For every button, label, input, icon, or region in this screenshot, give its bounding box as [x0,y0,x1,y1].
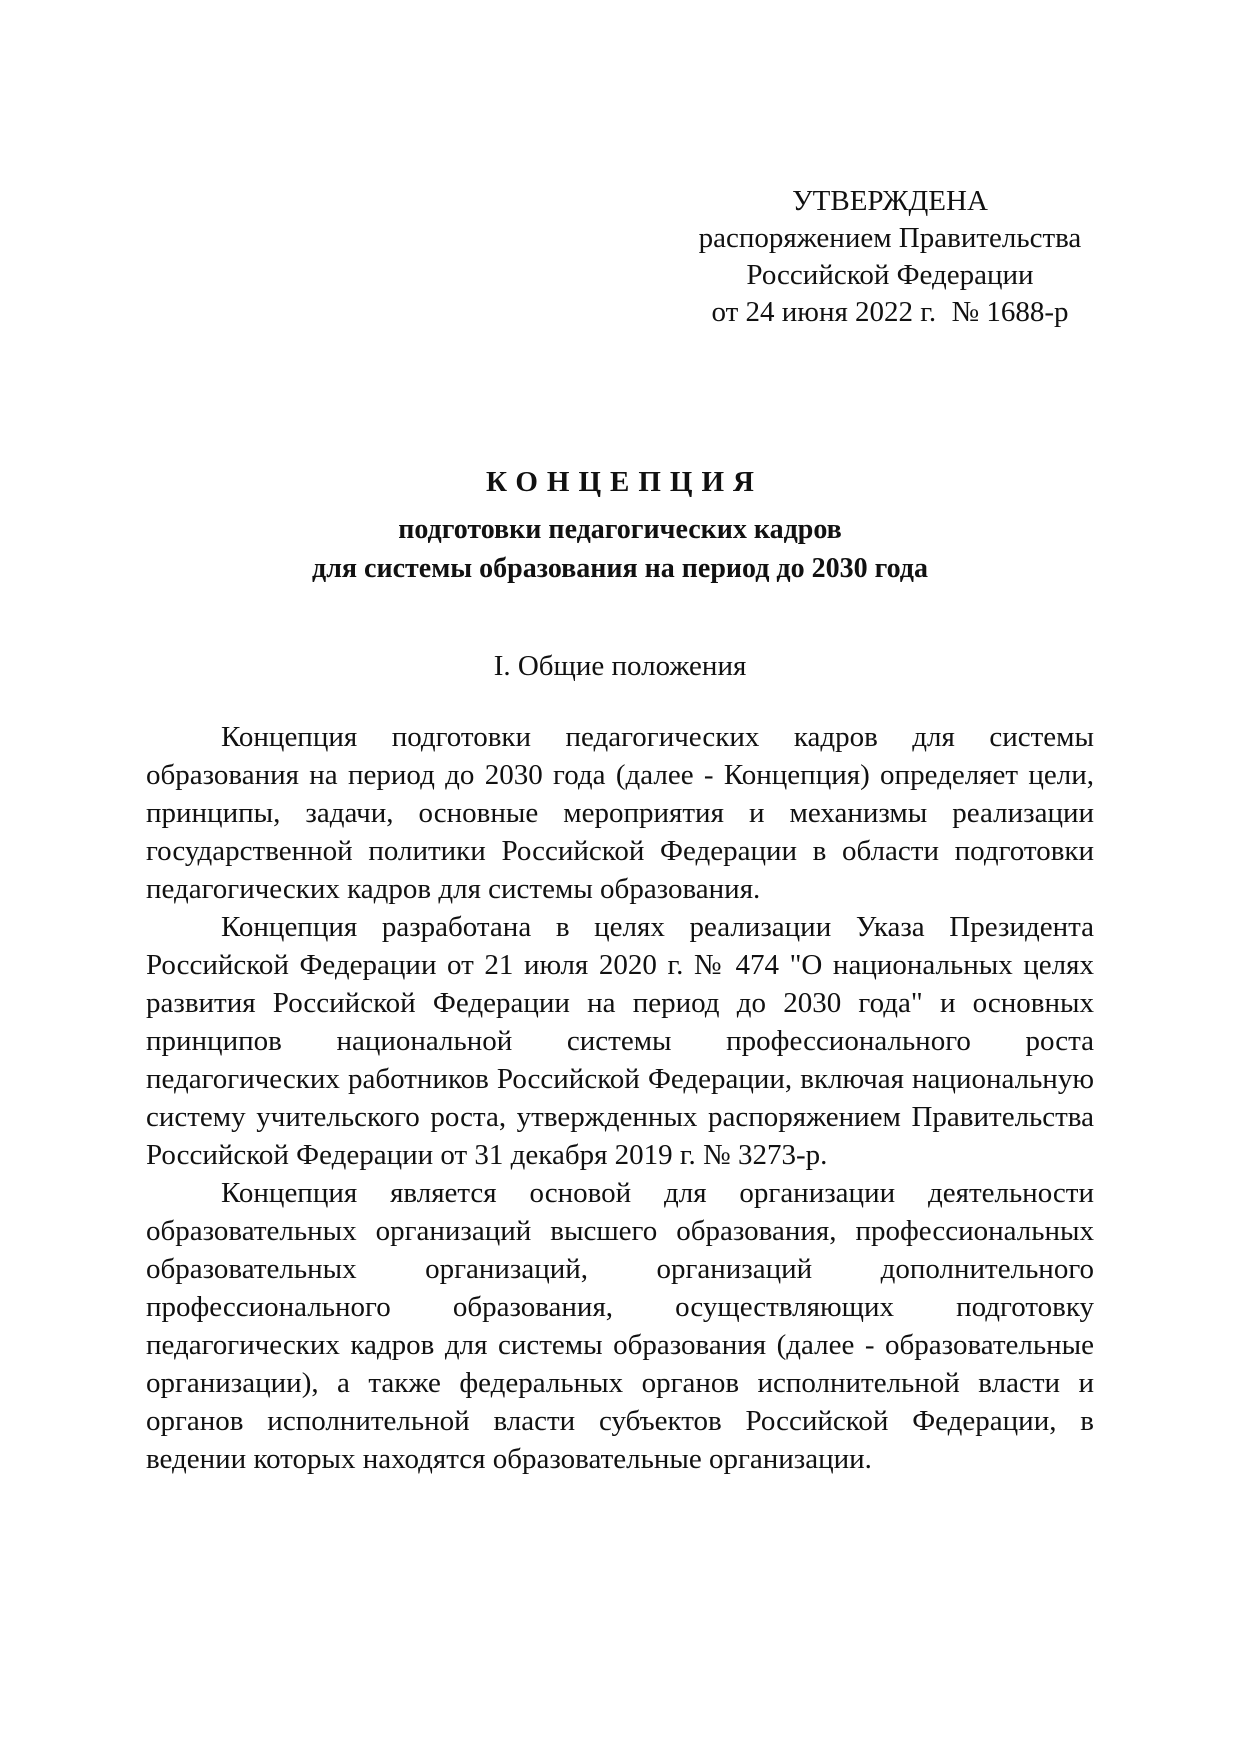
document-subtitle [146,510,1094,588]
approval-date: от 24 июня 2022 г. [711,296,937,328]
approval-authority: распоряжением Правительства [698,222,1082,254]
paragraph-3: Концепция является основой для организации деятельности образовательных организаций высшего образования, профессиональных образовательных организаций, организаций дополнительного профессионального образования, осуществляющих подготовку педагогических кадров для системы образования (далее - образовательные организации), а также федеральных органов исполнительной власти и органов исполнительной власти субъектов Российской Федерации, в ведении которых находятся образовательные организации. [146,1177,1094,1475]
approval-country: Российской Федерации [746,259,1034,291]
subtitle-line-1: подготовки педагогических кадров [398,514,842,545]
subtitle-line-2: для системы образования на период до 2030 года [312,553,928,584]
document-title: КОНЦЕПЦИЯ [486,466,763,498]
approval-stamp-block [690,183,1090,331]
paragraph-2: Концепция разработана в целях реализации Указа Президента Российской Федерации от 21 июля 2020 г. № 474 "О национальных целях развития Российской Федерации на период до 2030 года" и основных принципов национальной системы профессионального роста педагогических работников Российской Федерации, включая национальную систему учительского роста, утвержденных распоряжением Правительства Российской Федерации от 31 декабря 2019 г. № 3273-р. [146,911,1094,1171]
approval-number: № 1688-р [951,296,1069,328]
title-block [146,462,1094,588]
approval-heading: УТВЕРЖДЕНА [792,185,988,217]
approval-date-number [690,294,1090,331]
paragraph-1: Концепция подготовки педагогических кадров для системы образования на период до 2030 года (далее - Концепция) определяет цели, принципы, задачи, основные мероприятия и механизмы реализации государственной политики Российской Федерации в области подготовки педагогических кадров для системы образования. [146,721,1094,905]
section-heading: I. Общие положения [493,650,747,682]
section-body [146,718,1094,1478]
